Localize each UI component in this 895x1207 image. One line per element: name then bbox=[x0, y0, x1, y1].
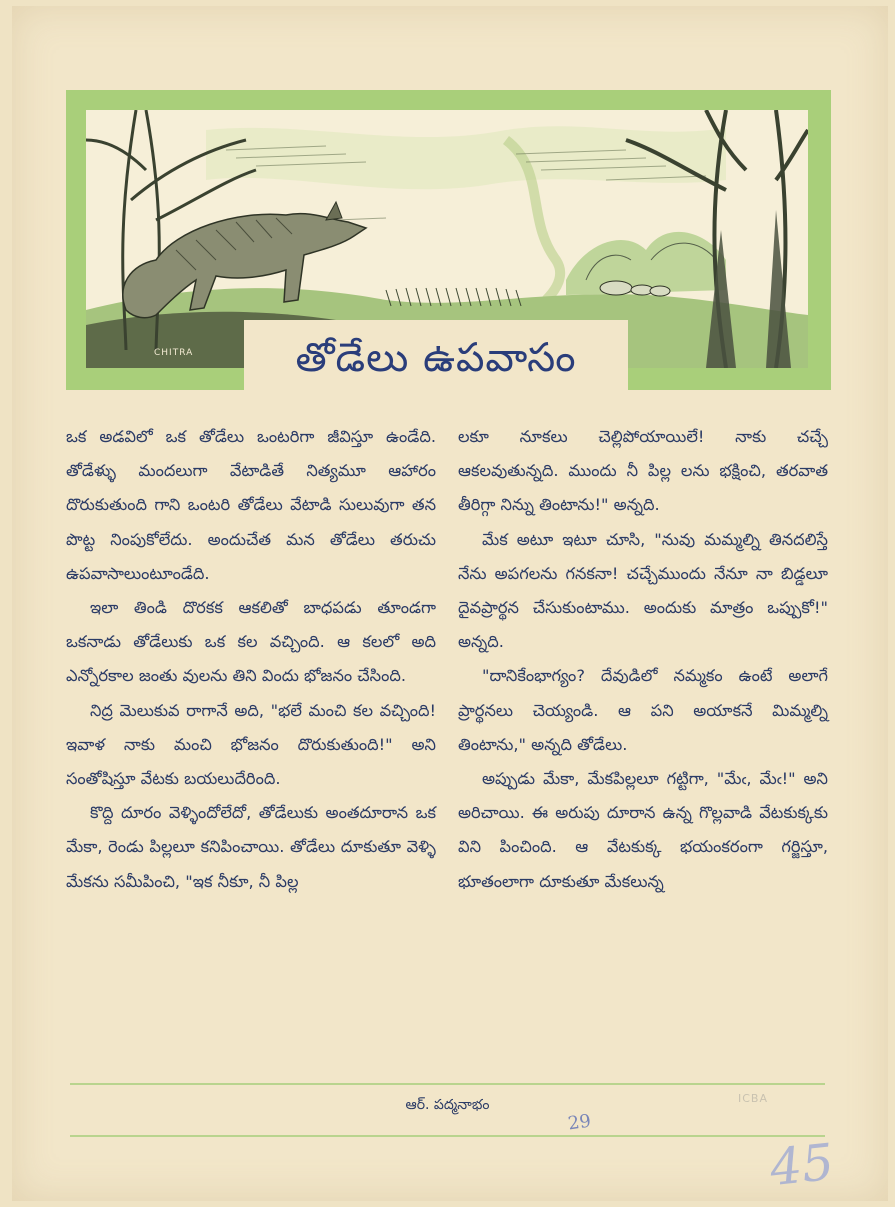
title-box bbox=[244, 320, 628, 398]
illustration-frame bbox=[66, 90, 831, 390]
paragraph: "దానికేంభాగ్యం? దేవుడిలో నమ్మకం ఉంటే అలాగే ప్రార్థనలు చెయ్యండి. ఆ పని అయాకనే మిమ్మల్ని తింటాను," అన్నది తోడేలు. bbox=[458, 666, 828, 754]
handwritten-note: 29 bbox=[566, 1110, 593, 1135]
library-stamp: ICBA bbox=[738, 1092, 768, 1105]
paragraph: ఇలా తిండి దొరకక ఆకలితో బాధపడు తూండగా ఒకనాడు తోడేలుకు ఒక కల వచ్చింది. ఆ కలలో అది ఎన్నోరకాల జంతు వులను తిని విందు భోజనం చేసింది. bbox=[66, 598, 436, 686]
paragraph: లకూ నూకలు చెల్లిపోయాయిలే! నాకు చచ్చే ఆకలవుతున్నది. ముందు నీ పిల్ల లను భక్షించి, తరవాత తీరిగ్గా నిన్ను తింటాను!" అన్నది. bbox=[458, 427, 828, 515]
paragraph: మేక అటూ ఇటూ చూసి, "నువు మమ్మల్ని తినదలిస్తే నేను అపగలను గనకనా! చచ్చేముందు నేనూ నా బిడ్డలూ దైవప్రార్థన చేసుకుంటాము. అందుకు మాత్రం ఒప్పుకో!" అన్నది. bbox=[458, 529, 828, 652]
paragraph: కొద్ది దూరం వెళ్ళిందోలేదో, తోడేలుకు అంతదూరాన ఒక మేకా, రెండు పిల్లలూ కనిపించాయి. తోడేలు దూకుతూ వెళ్ళి మేకను సమీపించి, "ఇక నీకూ, నీ పిల్ల bbox=[66, 803, 436, 891]
artist-signature: CHITRA bbox=[154, 348, 194, 358]
page-number: 45 bbox=[767, 1132, 837, 1198]
divider-bottom bbox=[70, 1135, 825, 1137]
paragraph: అప్పుడు మేకా, మేకపిల్లలూ గట్టిగా, "మేఁ, మేఁ!" అని అరిచాయి. ఈ అరుపు దూరాన ఉన్న గొల్లవాడి వేటకుక్కకు విని పించింది. ఆ వేటకుక్క భయంకరంగా గర్జిస్తూ, భూతంలాగా దూకుతూ మేకలున్న bbox=[458, 769, 828, 891]
divider-top bbox=[70, 1083, 825, 1085]
story-title: తోడేలు ఉపవాసం bbox=[295, 335, 577, 381]
paragraph: నిద్ర మెలుకువ రాగానే అది, "భలే మంచి కల వచ్చింది! ఇవాళ నాకు మంచి భోజనం దొరుకుతుంది!" అని సంతోషిస్తూ వేటకు బయలుదేరింది. bbox=[66, 700, 436, 789]
author-credit: ఆర్. పద్మనాభం bbox=[405, 1097, 490, 1113]
left-column bbox=[66, 420, 436, 899]
paragraph: ఒక అడవిలో ఒక తోడేలు ఒంటరిగా జీవిస్తూ ఉండేది. తోడేళ్ళు మందలుగా వేటాడితే నిత్యమూ ఆహారం దొరుకుతుంది గాని ఒంటరి తోడేలు వేటాడి సులువుగా తన పొట్ట నింపుకోలేదు. అందుచేత మన తోడేలు తరుచు ఉపవాసాలుంటూండేది. bbox=[66, 427, 436, 583]
right-column bbox=[458, 420, 828, 899]
